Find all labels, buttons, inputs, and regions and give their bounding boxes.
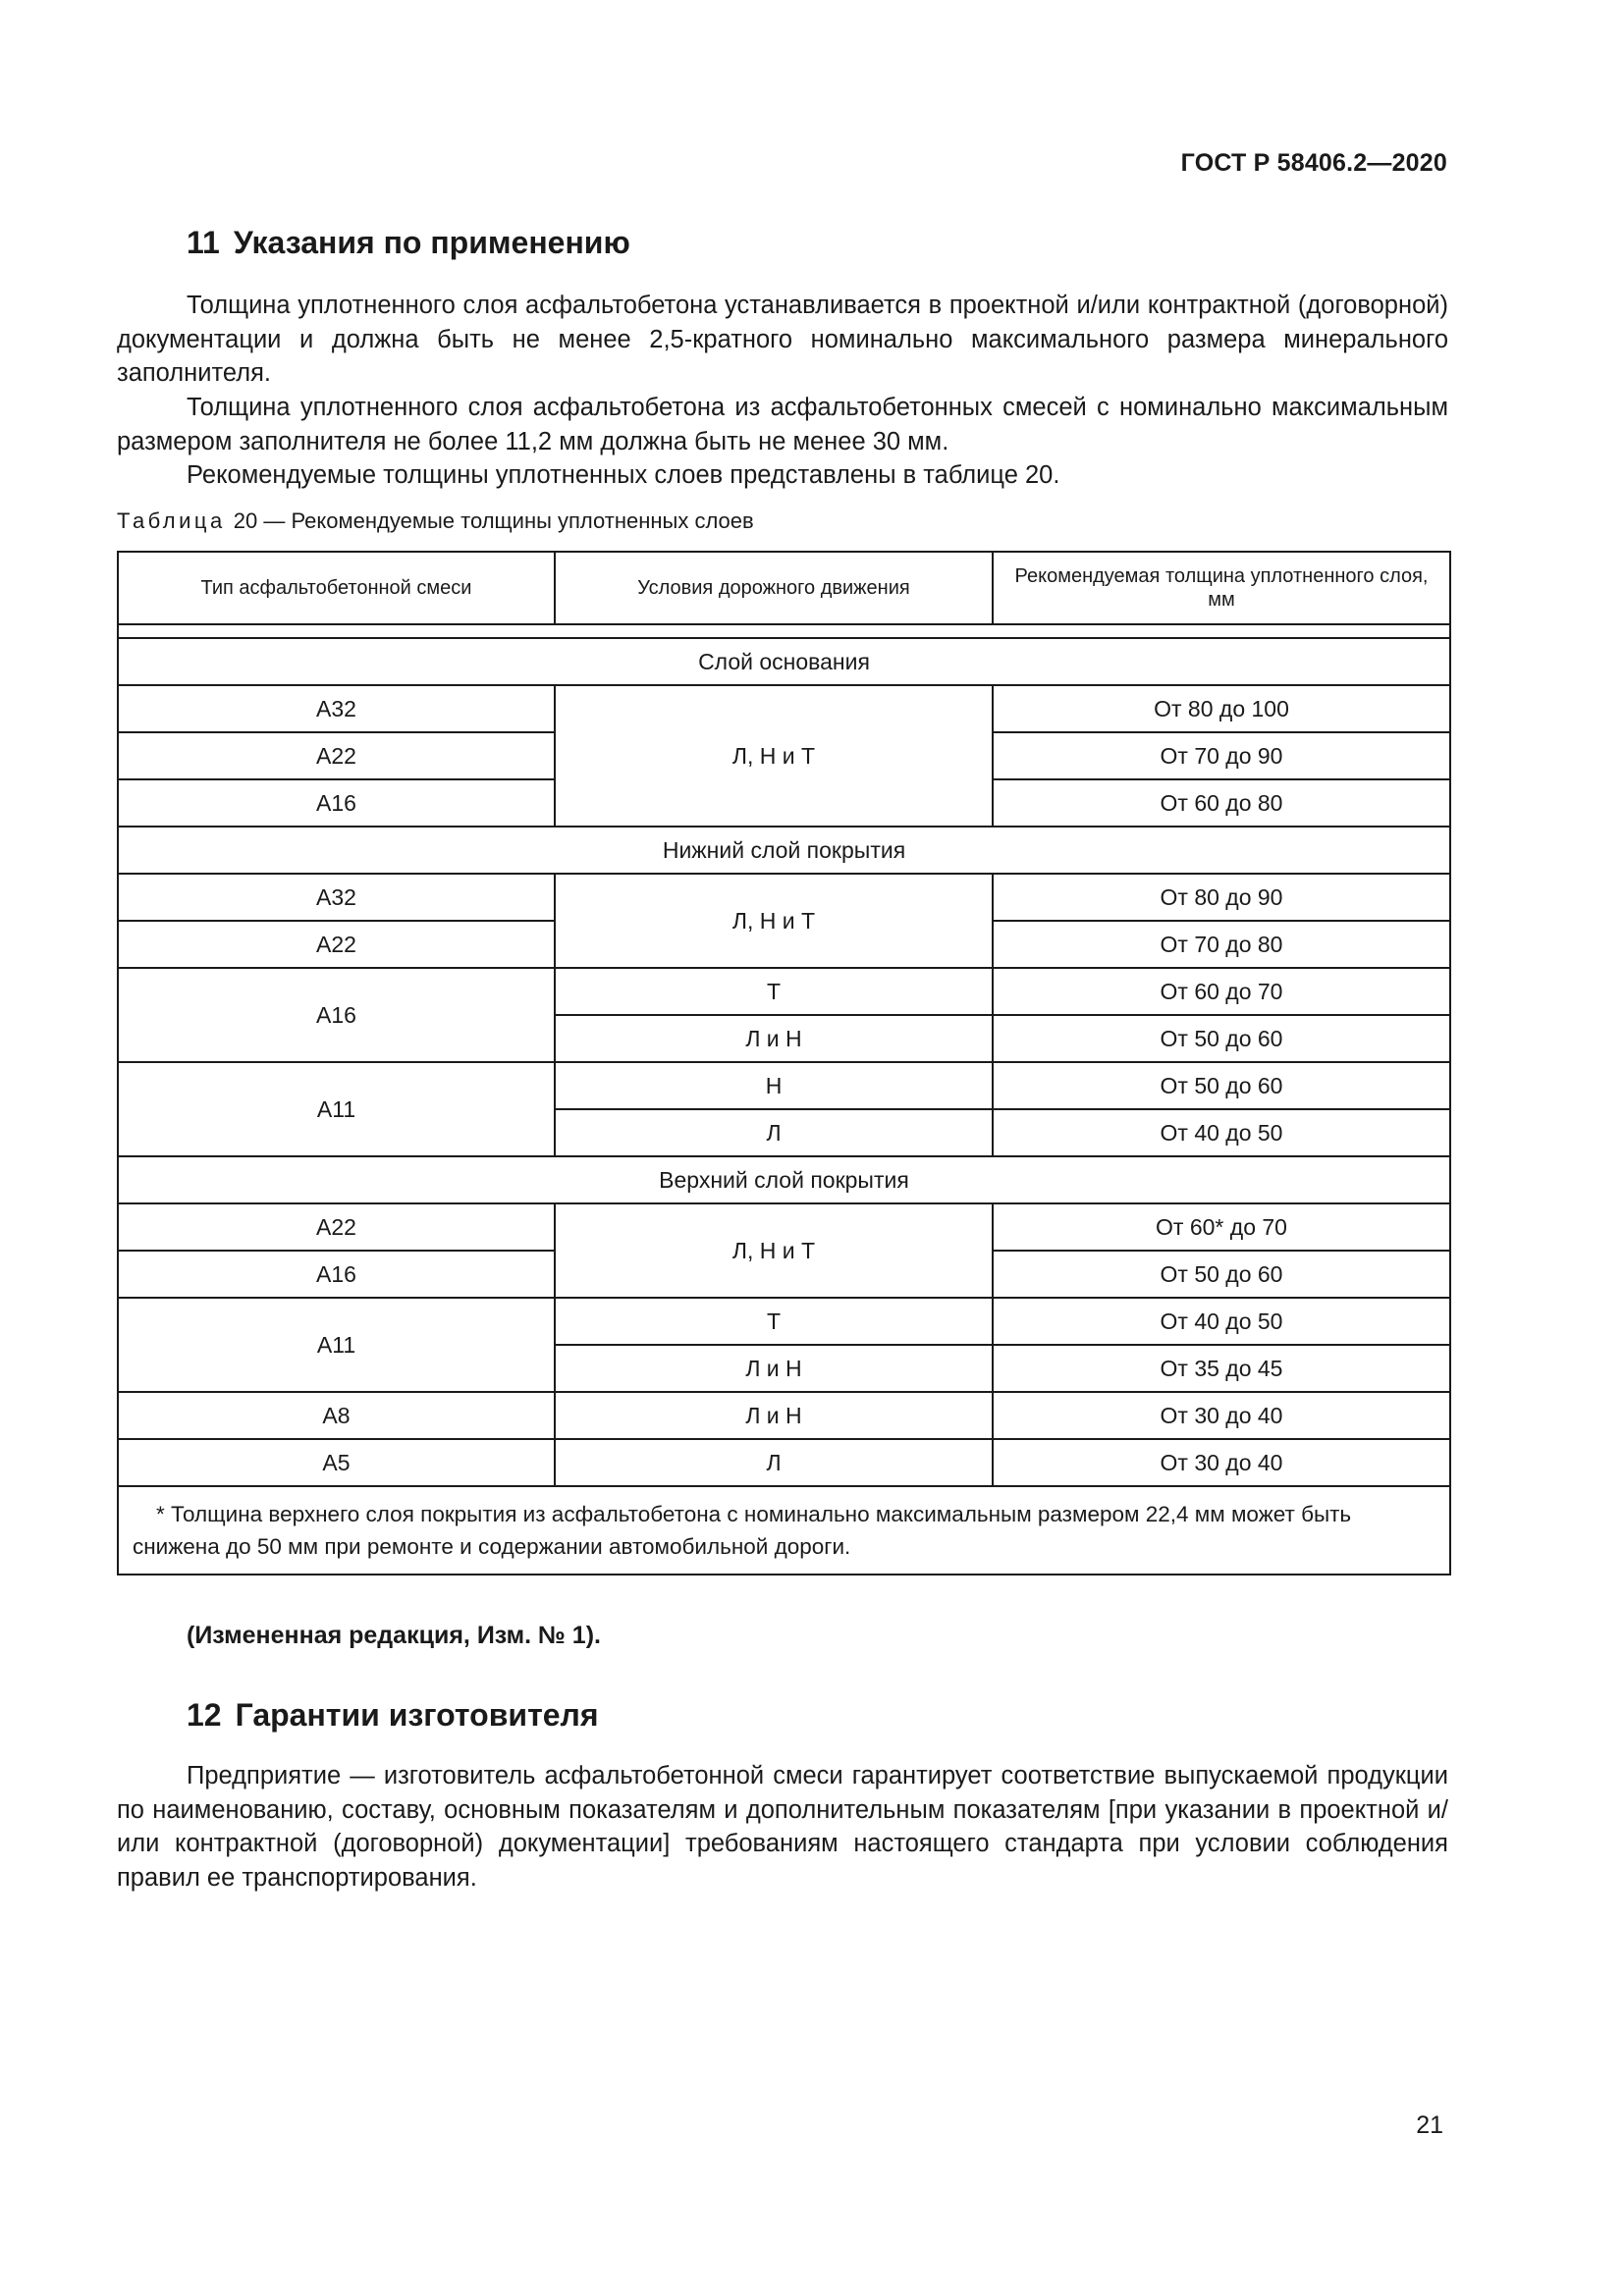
table-footnote: * Толщина верхнего слоя покрытия из асфальтобетона с номинально максимальным размером 22,4 мм может быть снижена до 50 мм при ремонте и содержании автомобильной дороги. bbox=[118, 1486, 1450, 1575]
traffic-cell: Л и Н bbox=[555, 1015, 993, 1062]
thickness-cell: От 40 до 50 bbox=[993, 1109, 1450, 1156]
table-row bbox=[118, 1203, 1450, 1251]
table-row bbox=[118, 874, 1450, 921]
table-row bbox=[118, 1298, 1450, 1345]
mix-type-cell: А11 bbox=[118, 1062, 555, 1156]
group-title: Нижний слой покрытия bbox=[118, 827, 1450, 874]
thickness-cell: От 50 до 60 bbox=[993, 1015, 1450, 1062]
paragraph: Толщина уплотненного слоя асфальтобетона устанавливается в проектной и/или контрактной (договорной) документации и должна быть не менее 2,5-кратного номинально максимального размера минерального заполнителя. bbox=[117, 292, 1448, 387]
table-row bbox=[118, 1062, 1450, 1109]
mix-type-cell: А11 bbox=[118, 1298, 555, 1392]
traffic-cell: Л, Н и Т bbox=[555, 874, 993, 968]
mix-type-cell: А22 bbox=[118, 921, 555, 968]
amendment-note: (Измененная редакция, Изм. № 1). bbox=[187, 1622, 601, 1649]
thickness-cell: От 60 до 70 bbox=[993, 968, 1450, 1015]
mix-type-cell: А22 bbox=[118, 1203, 555, 1251]
column-header: Условия дорожного движения bbox=[555, 552, 993, 624]
traffic-cell: Л и Н bbox=[555, 1392, 993, 1439]
column-header: Рекомендуемая толщина уплотненного слоя, мм bbox=[993, 552, 1450, 624]
mix-type-cell: А22 bbox=[118, 732, 555, 779]
column-header: Тип асфальтобетонной смеси bbox=[118, 552, 555, 624]
section-12-heading bbox=[187, 1697, 599, 1734]
table-caption bbox=[117, 508, 754, 534]
thickness-cell: От 70 до 80 bbox=[993, 921, 1450, 968]
mix-type-cell: А8 bbox=[118, 1392, 555, 1439]
thickness-cell: От 80 до 100 bbox=[993, 685, 1450, 732]
thickness-cell: От 30 до 40 bbox=[993, 1439, 1450, 1486]
page-number: 21 bbox=[1416, 2111, 1443, 2139]
paragraph: Рекомендуемые толщины уплотненных слоев представлены в таблице 20. bbox=[187, 461, 1060, 489]
table-row bbox=[118, 1439, 1450, 1486]
thickness-cell: От 60* до 70 bbox=[993, 1203, 1450, 1251]
thickness-cell: От 40 до 50 bbox=[993, 1298, 1450, 1345]
traffic-cell: Н bbox=[555, 1062, 993, 1109]
mix-type-cell: А32 bbox=[118, 685, 555, 732]
mix-type-cell: А16 bbox=[118, 1251, 555, 1298]
group-title: Верхний слой покрытия bbox=[118, 1156, 1450, 1203]
section-title: Гарантии изготовителя bbox=[235, 1697, 599, 1733]
traffic-cell: Т bbox=[555, 1298, 993, 1345]
thickness-cell: От 35 до 45 bbox=[993, 1345, 1450, 1392]
table-row bbox=[118, 1392, 1450, 1439]
traffic-cell: Л и Н bbox=[555, 1345, 993, 1392]
table-caption-text: 20 — Рекомендуемые толщины уплотненных слоев bbox=[233, 508, 754, 533]
group-title: Слой основания bbox=[118, 638, 1450, 685]
paragraph: Толщина уплотненного слоя асфальтобетона из асфальтобетонных смесей с номинально максимальным размером заполнителя не более 11,2 мм должна быть не менее 30 мм. bbox=[117, 394, 1448, 455]
traffic-cell: Т bbox=[555, 968, 993, 1015]
mix-type-cell: А16 bbox=[118, 968, 555, 1062]
thickness-cell: От 80 до 90 bbox=[993, 874, 1450, 921]
document-id: ГОСТ Р 58406.2—2020 bbox=[1180, 149, 1447, 177]
thickness-cell: От 30 до 40 bbox=[993, 1392, 1450, 1439]
section-number: 12 bbox=[187, 1697, 222, 1733]
thickness-cell: От 70 до 90 bbox=[993, 732, 1450, 779]
traffic-cell: Л bbox=[555, 1439, 993, 1486]
mix-type-cell: А5 bbox=[118, 1439, 555, 1486]
thickness-table bbox=[117, 551, 1451, 1575]
thickness-cell: От 60 до 80 bbox=[993, 779, 1450, 827]
thickness-cell: От 50 до 60 bbox=[993, 1251, 1450, 1298]
traffic-cell: Л, Н и Т bbox=[555, 1203, 993, 1298]
traffic-cell: Л, Н и Т bbox=[555, 685, 993, 827]
table-caption-word: Таблица bbox=[117, 508, 226, 533]
section-number: 11 bbox=[187, 225, 220, 260]
mix-type-cell: А32 bbox=[118, 874, 555, 921]
table-row bbox=[118, 685, 1450, 732]
table-row bbox=[118, 968, 1450, 1015]
traffic-cell: Л bbox=[555, 1109, 993, 1156]
section-title: Указания по применению bbox=[233, 225, 630, 260]
thickness-cell: От 50 до 60 bbox=[993, 1062, 1450, 1109]
paragraph: Предприятие — изготовитель асфальтобетонной смеси гарантирует соответствие выпускаемой продукции по наименованию, составу, основным показателям и дополнительным показателям [при указании в проектной и/или контрактной (договорной) документации] требованиям настоящего стандарта при условии соблюдения правил ее транспортирования. bbox=[117, 1762, 1448, 1892]
mix-type-cell: А16 bbox=[118, 779, 555, 827]
section-11-heading bbox=[187, 225, 630, 261]
